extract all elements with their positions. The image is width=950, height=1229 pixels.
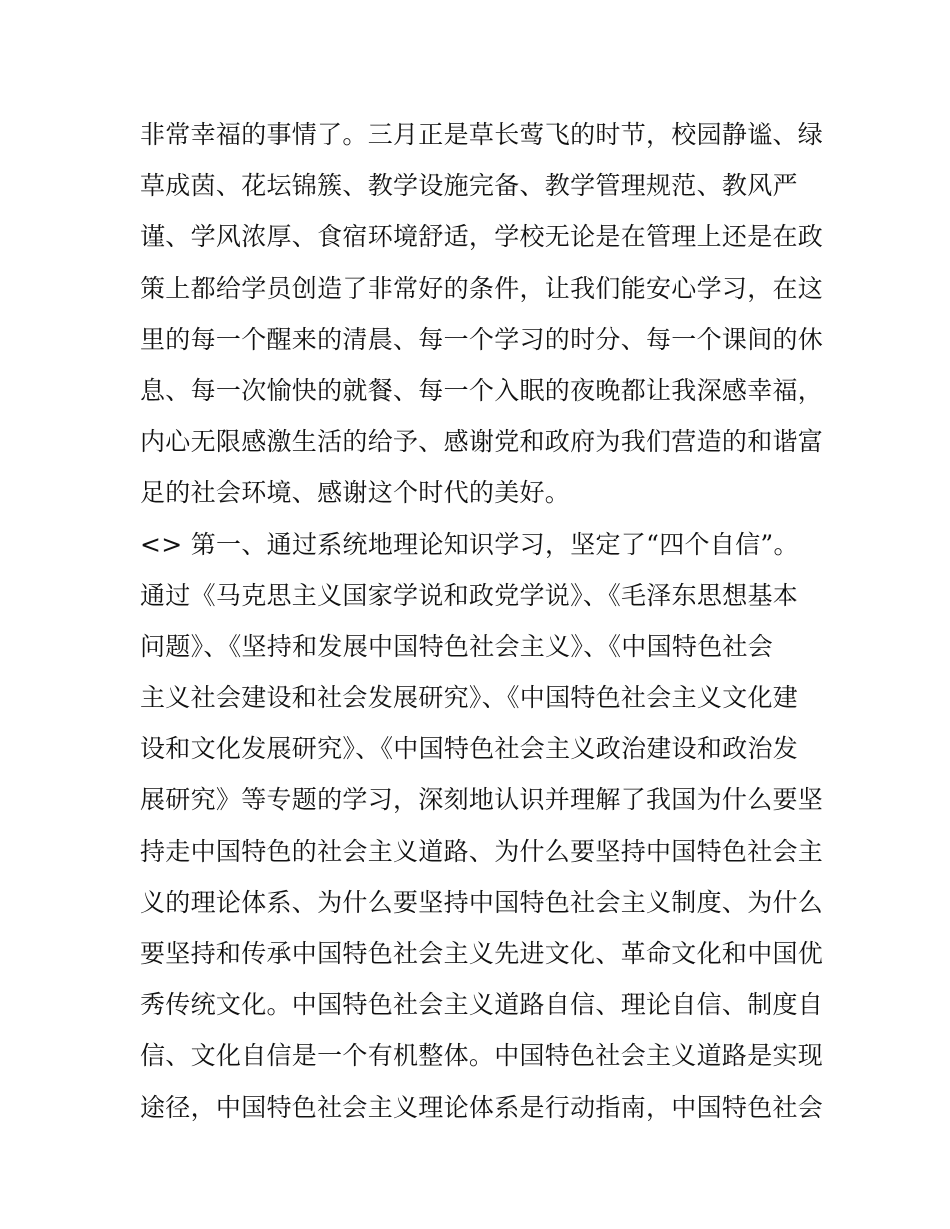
text-line: 里的每一个醒来的清晨、每一个学习的时分、每一个课间的休 [140,324,824,354]
text-line: 设和文化发展研究》、《中国特色社会主义政治建设和政治发 [140,734,799,764]
text-line: 非常幸福的事情了。三月正是草长莺飞的时节，校园静谧、绿 [140,120,824,149]
text-line: 草成茵、花坛锦簇、教学设施完备、教学管理规范、教风严 [140,171,798,201]
text-line: 主义社会建设和社会发展研究》、《中国特色社会主义文化建 [140,683,799,713]
section-heading-line: <> 第一、通过系统地理论知识学习，坚定了“四个自信”。 [140,529,799,559]
text-line: 义的理论体系、为什么要坚持中国特色社会主义制度、为什么 [140,887,824,917]
text-line: 问题》、《坚持和发展中国特色社会主义》、《中国特色社会 [140,631,774,661]
text-line: 展研究》等专题的学习，深刻地认识并理解了我国为什么要坚 [140,785,824,815]
body-text [140,109,824,1133]
text-line: 通过《马克思主义国家学说和政党学说》、《毛泽东思想基本 [140,580,799,610]
text-line: 息、每一次愉快的就餐、每一个入眠的夜晚都让我深感幸福， [140,375,824,405]
text-line: 秀传统文化。中国特色社会主义道路自信、理论自信、制度自 [140,990,824,1020]
text-line: 足的社会环境、感谢这个时代的美好。 [140,478,571,508]
text-line: 途径，中国特色社会主义理论体系是行动指南，中国特色社会 [140,1092,824,1122]
text-line: 内心无限感激生活的给予、感谢党和政府为我们营造的和谐富 [140,427,824,457]
text-line: 谨、学风浓厚、食宿环境舒适，学校无论是在管理上还是在政 [140,222,824,252]
text-line: 信、文化自信是一个有机整体。中国特色社会主义道路是实现 [140,1041,824,1071]
text-line: 持走中国特色的社会主义道路、为什么要坚持中国特色社会主 [140,836,824,866]
text-line: 要坚持和传承中国特色社会主义先进文化、革命文化和中国优 [140,939,824,968]
text-line: 策上都给学员创造了非常好的条件，让我们能安心学习，在这 [140,273,824,303]
